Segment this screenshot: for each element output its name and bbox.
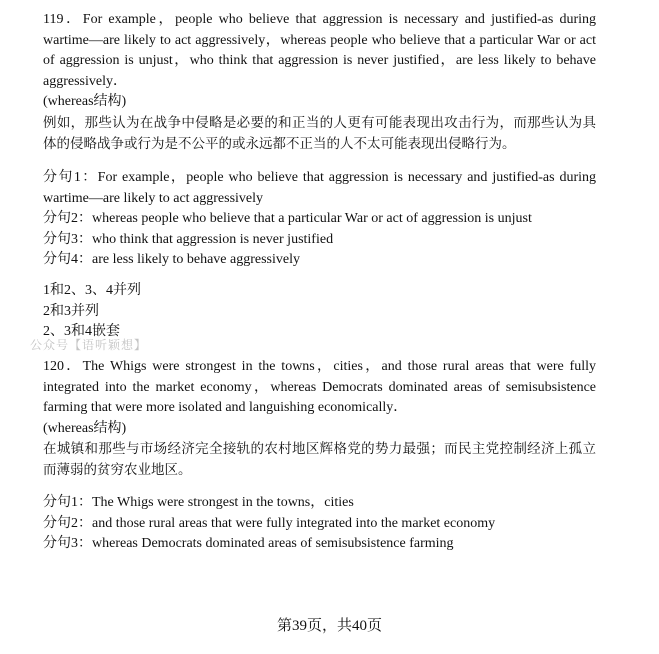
q120-clause-1: 分句1：The Whigs were strongest in the towns，cities [43,495,354,510]
q119-note-3: 2、3和4嵌套 [43,324,120,339]
q119-sentence: 119．For example，people who believe that aggression is necessary and justified-as during wartime—are likely to act aggressively，whereas people who believe that a particular War or act of aggression is unjust，who think that aggression is never justified，are less likely to behave aggressively． [43,12,596,89]
page-footer: 第39页，共40页 [276,618,382,634]
q119-notes [43,281,596,343]
q119-clause-1: 分句1：For example，people who believe that aggression is necessary and justified-as during wartime—are likely to act aggressively [43,170,596,206]
q120-clause-2: 分句2：and those rural areas that were fully integrated into the market economy [43,515,496,531]
q119-clause-2: 分句2：whereas people who believe that a particular War or act of aggression is unjust [43,211,532,226]
q120-sentence: 120．The Whigs were strongest in the towns，cities，and those rural areas that were fully integrated into the market economy，whereas Democrats dominated areas of semisubsistence farming that were more isolated and languishing economically． [43,359,596,415]
q119-clause-3: 分句3：who think that aggression is never justified [43,231,334,247]
watermark: 公众号【语听颖想】 [30,338,148,352]
q120-translation: 在城镇和那些与市场经济完全接轨的农村地区辉格党的势力最强；而民主党控制经济上孤立而薄弱的贫穷农业地区。 [43,441,596,478]
question-119 [43,10,596,155]
q119-clause-4: 分句4：are less likely to behave aggressively [43,252,300,267]
q119-note-2: 2和3并列 [43,303,99,319]
q120-clauses [43,493,596,555]
q119-note-1: 1和2、3、4并列 [43,283,141,298]
q119-clauses [43,168,596,271]
q119-translation: 例如，那些认为在战争中侵略是必要的和正当的人更有可能表现出攻击行为，而那些认为具体的侵略战争或行为是不公平的或永远都不正当的人不太可能表现出侵略行为。 [43,114,596,152]
q119-structure-label: (whereas结构) [43,94,127,109]
q120-structure-label: (whereas结构) [43,420,127,436]
question-120 [43,357,596,481]
q120-clause-3: 分句3：whereas Democrats dominated areas of semisubsistence farming [43,536,454,551]
